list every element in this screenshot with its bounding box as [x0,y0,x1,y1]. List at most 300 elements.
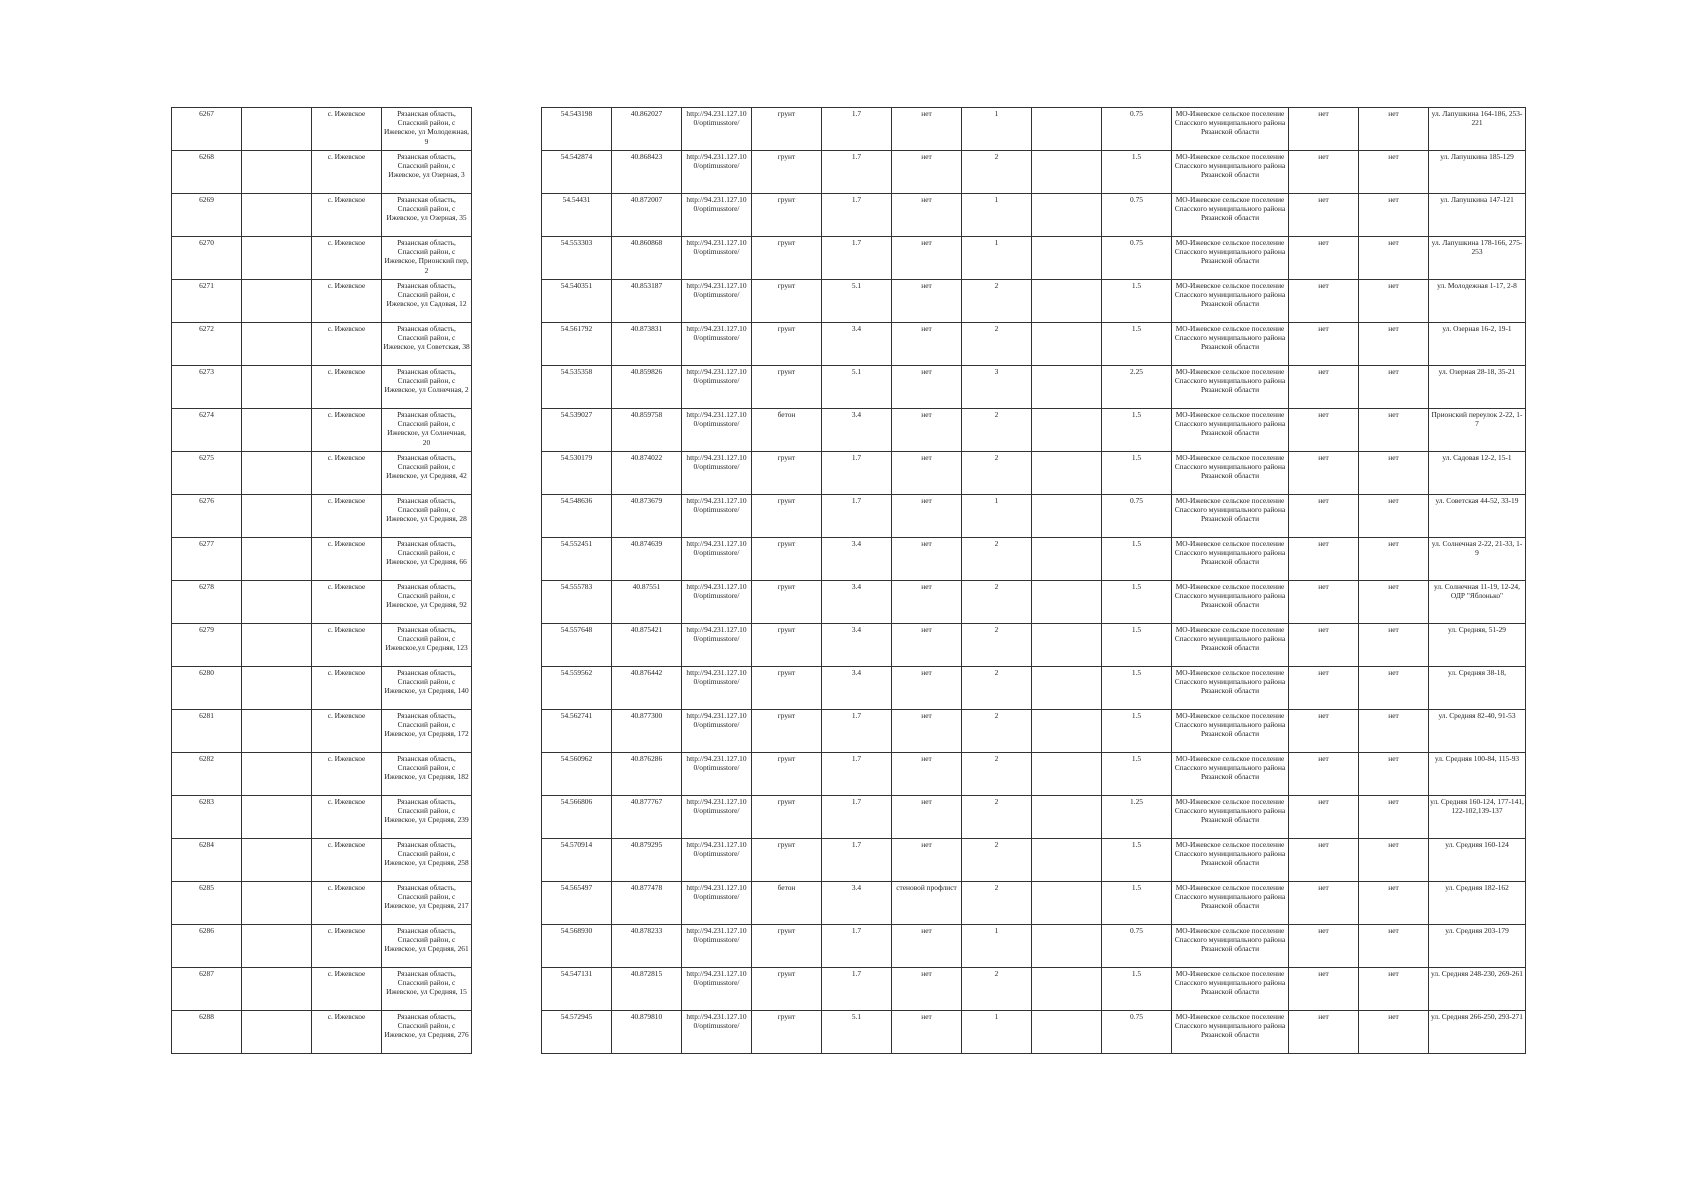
latitude: 54.560962 [542,753,612,796]
served-addresses: ул. Средняя 203-179 [1429,925,1526,968]
empty-cell [242,753,312,796]
site-number: 6273 [172,366,242,409]
photo-link[interactable]: http://94.231.127.10 0/optimusstore/ [682,452,752,495]
surface-type: грунт [752,323,822,366]
flag-cell: нет [1359,624,1429,667]
surface-type: грунт [752,839,822,882]
settlement: с. Ижевское [312,151,382,194]
empty-cell [242,280,312,323]
latitude: 54.552451 [542,538,612,581]
gap-cell [472,753,542,796]
served-addresses: ул. Средняя 100-84, 115-93 [1429,753,1526,796]
longitude: 40.873679 [612,495,682,538]
container-count: 1 [962,495,1032,538]
empty-cell [1032,538,1102,581]
site-number: 6287 [172,968,242,1011]
owner: МО-Ижевское сельское поселение Спасского муниципального района Рязанской области [1172,839,1289,882]
empty-cell [242,968,312,1011]
empty-cell [1032,710,1102,753]
longitude: 40.862027 [612,108,682,151]
flag-cell: нет [1289,581,1359,624]
container-count: 1 [962,1011,1032,1054]
area: 1.7 [822,753,892,796]
flag-cell: нет [1359,925,1429,968]
served-addresses: Прионский переулок 2-22, 1-7 [1429,409,1526,452]
empty-cell [1032,968,1102,1011]
gap-cell [472,237,542,280]
gap-cell [472,968,542,1011]
longitude: 40.874639 [612,538,682,581]
longitude: 40.872007 [612,194,682,237]
fence-type: нет [892,667,962,710]
surface-type: бетон [752,409,822,452]
gap-cell [472,366,542,409]
address: Рязанская область, Спасский район, с Ижевское, Прионский пер, 2 [382,237,472,280]
site-number: 6283 [172,796,242,839]
longitude: 40.859758 [612,409,682,452]
owner: МО-Ижевское сельское поселение Спасского муниципального района Рязанской области [1172,538,1289,581]
owner: МО-Ижевское сельское поселение Спасского муниципального района Рязанской области [1172,237,1289,280]
flag-cell: нет [1289,151,1359,194]
longitude: 40.877478 [612,882,682,925]
empty-cell [1032,667,1102,710]
owner: МО-Ижевское сельское поселение Спасского муниципального района Рязанской области [1172,1011,1289,1054]
empty-cell [242,882,312,925]
settlement: с. Ижевское [312,968,382,1011]
longitude: 40.860868 [612,237,682,280]
table-row [172,538,1526,581]
area: 3.4 [822,581,892,624]
empty-cell [1032,452,1102,495]
served-addresses: ул. Советская 44-52, 33-19 [1429,495,1526,538]
address: Рязанская область, Спасский район, с Ижевское, ул Садовая, 12 [382,280,472,323]
empty-cell [242,667,312,710]
owner: МО-Ижевское сельское поселение Спасского муниципального района Рязанской области [1172,581,1289,624]
flag-cell: нет [1359,280,1429,323]
empty-cell [1032,409,1102,452]
container-volume: 0.75 [1102,194,1172,237]
fence-type: стеновой профлист [892,882,962,925]
latitude: 54.566806 [542,796,612,839]
table-row [172,882,1526,925]
latitude: 54.570914 [542,839,612,882]
area: 3.4 [822,323,892,366]
site-number: 6276 [172,495,242,538]
fence-type: нет [892,1011,962,1054]
flag-cell: нет [1289,323,1359,366]
longitude: 40.868423 [612,151,682,194]
table-row [172,409,1526,452]
address: Рязанская область, Спасский район, с Ижевское,ул Средняя, 123 [382,624,472,667]
site-number: 6286 [172,925,242,968]
served-addresses: ул. Средняя, 51-29 [1429,624,1526,667]
container-volume: 1.5 [1102,753,1172,796]
table-row [172,237,1526,280]
settlement: с. Ижевское [312,710,382,753]
container-volume: 1.5 [1102,667,1172,710]
owner: МО-Ижевское сельское поселение Спасского муниципального района Рязанской области [1172,108,1289,151]
flag-cell: нет [1289,452,1359,495]
photo-link[interactable]: http://94.231.127.10 0/optimusstore/ [682,796,752,839]
fence-type: нет [892,237,962,280]
container-count: 2 [962,882,1032,925]
settlement: с. Ижевское [312,280,382,323]
latitude: 54.557648 [542,624,612,667]
settlement: с. Ижевское [312,366,382,409]
photo-link[interactable]: http://94.231.127.10 0/optimusstore/ [682,624,752,667]
flag-cell: нет [1359,151,1429,194]
surface-type: грунт [752,667,822,710]
served-addresses: ул. Средняя 38-18, [1429,667,1526,710]
table-row [172,667,1526,710]
site-number: 6268 [172,151,242,194]
photo-link[interactable]: http://94.231.127.10 0/optimusstore/ [682,237,752,280]
latitude: 54.561792 [542,323,612,366]
empty-cell [242,452,312,495]
surface-type: грунт [752,280,822,323]
area: 3.4 [822,667,892,710]
container-count: 2 [962,667,1032,710]
gap-cell [472,1011,542,1054]
empty-cell [242,839,312,882]
site-number: 6274 [172,409,242,452]
served-addresses: ул. Лапушкина 164-186, 253-221 [1429,108,1526,151]
flag-cell: нет [1289,108,1359,151]
empty-cell [242,1011,312,1054]
settlement: с. Ижевское [312,237,382,280]
empty-cell [242,495,312,538]
flag-cell: нет [1359,796,1429,839]
empty-cell [242,710,312,753]
served-addresses: ул. Лапушкина 185-129 [1429,151,1526,194]
container-volume: 1.25 [1102,796,1172,839]
area: 5.1 [822,366,892,409]
container-count: 2 [962,452,1032,495]
empty-cell [242,194,312,237]
longitude: 40.875421 [612,624,682,667]
served-addresses: ул. Средняя 266-250, 293-271 [1429,1011,1526,1054]
latitude: 54.542874 [542,151,612,194]
surface-type: грунт [752,796,822,839]
photo-link[interactable]: http://94.231.127.10 0/optimusstore/ [682,839,752,882]
photo-link[interactable]: http://94.231.127.10 0/optimusstore/ [682,968,752,1011]
settlement: с. Ижевское [312,323,382,366]
container-count: 1 [962,108,1032,151]
photo-link[interactable]: http://94.231.127.10 0/optimusstore/ [682,409,752,452]
latitude: 54.548636 [542,495,612,538]
flag-cell: нет [1289,839,1359,882]
surface-type: грунт [752,753,822,796]
table-row [172,366,1526,409]
empty-cell [242,538,312,581]
settlement: с. Ижевское [312,925,382,968]
latitude: 54.572945 [542,1011,612,1054]
flag-cell: нет [1359,1011,1429,1054]
gap-cell [472,409,542,452]
area: 1.7 [822,108,892,151]
surface-type: грунт [752,925,822,968]
container-sites-table [171,107,1526,1054]
gap-cell [472,796,542,839]
empty-cell [1032,882,1102,925]
latitude: 54.568930 [542,925,612,968]
empty-cell [1032,280,1102,323]
latitude: 54.565497 [542,882,612,925]
container-count: 1 [962,237,1032,280]
flag-cell: нет [1359,968,1429,1011]
photo-link[interactable]: http://94.231.127.10 0/optimusstore/ [682,495,752,538]
photo-link[interactable]: http://94.231.127.10 0/optimusstore/ [682,108,752,151]
empty-cell [1032,495,1102,538]
table-row [172,624,1526,667]
area: 1.7 [822,237,892,280]
empty-cell [1032,237,1102,280]
flag-cell: нет [1289,366,1359,409]
photo-link[interactable]: http://94.231.127.10 0/optimusstore/ [682,1011,752,1054]
served-addresses: ул. Солнечная 11-19, 12-24, ОДР "Яблонько" [1429,581,1526,624]
photo-link[interactable]: http://94.231.127.10 0/optimusstore/ [682,581,752,624]
container-volume: 1.5 [1102,538,1172,581]
longitude: 40.876442 [612,667,682,710]
fence-type: нет [892,796,962,839]
photo-link[interactable]: http://94.231.127.10 0/optimusstore/ [682,323,752,366]
fence-type: нет [892,968,962,1011]
address: Рязанская область, Спасский район, с Ижевское, ул Советская, 38 [382,323,472,366]
surface-type: грунт [752,1011,822,1054]
container-count: 2 [962,581,1032,624]
owner: МО-Ижевское сельское поселение Спасского муниципального района Рязанской области [1172,495,1289,538]
owner: МО-Ижевское сельское поселение Спасского муниципального района Рязанской области [1172,280,1289,323]
table-row [172,495,1526,538]
surface-type: грунт [752,624,822,667]
empty-cell [1032,323,1102,366]
fence-type: нет [892,151,962,194]
surface-type: бетон [752,882,822,925]
gap-cell [472,667,542,710]
surface-type: грунт [752,968,822,1011]
flag-cell: нет [1359,839,1429,882]
gap-cell [472,925,542,968]
address: Рязанская область, Спасский район, с Ижевское, ул Солнечная, 20 [382,409,472,452]
empty-cell [242,151,312,194]
fence-type: нет [892,194,962,237]
empty-cell [242,108,312,151]
gap-cell [472,538,542,581]
owner: МО-Ижевское сельское поселение Спасского муниципального района Рязанской области [1172,323,1289,366]
owner: МО-Ижевское сельское поселение Спасского муниципального района Рязанской области [1172,151,1289,194]
fence-type: нет [892,108,962,151]
site-number: 6267 [172,108,242,151]
address: Рязанская область, Спасский район, с Ижевское, ул Средняя, 15 [382,968,472,1011]
longitude: 40.853187 [612,280,682,323]
photo-link[interactable]: http://94.231.127.10 0/optimusstore/ [682,753,752,796]
empty-cell [242,796,312,839]
container-count: 2 [962,151,1032,194]
flag-cell: нет [1359,194,1429,237]
owner: МО-Ижевское сельское поселение Спасского муниципального района Рязанской области [1172,710,1289,753]
owner: МО-Ижевское сельское поселение Спасского муниципального района Рязанской области [1172,409,1289,452]
flag-cell: нет [1359,495,1429,538]
area: 3.4 [822,409,892,452]
photo-link[interactable]: http://94.231.127.10 0/optimusstore/ [682,151,752,194]
surface-type: грунт [752,237,822,280]
area: 3.4 [822,882,892,925]
table-row [172,452,1526,495]
empty-cell [242,237,312,280]
flag-cell: нет [1289,882,1359,925]
area: 1.7 [822,839,892,882]
fence-type: нет [892,710,962,753]
address: Рязанская область, Спасский район, с Ижевское, ул Средняя, 276 [382,1011,472,1054]
flag-cell: нет [1289,538,1359,581]
latitude: 54.559562 [542,667,612,710]
owner: МО-Ижевское сельское поселение Спасского муниципального района Рязанской области [1172,882,1289,925]
address: Рязанская область, Спасский район, с Ижевское, ул Средняя, 172 [382,710,472,753]
flag-cell: нет [1289,624,1359,667]
gap-cell [472,839,542,882]
photo-link[interactable]: http://94.231.127.10 0/optimusstore/ [682,366,752,409]
empty-cell [1032,925,1102,968]
flag-cell: нет [1289,280,1359,323]
empty-cell [1032,108,1102,151]
flag-cell: нет [1359,108,1429,151]
surface-type: грунт [752,108,822,151]
settlement: с. Ижевское [312,581,382,624]
address: Рязанская область, Спасский район, с Ижевское, ул Средняя, 140 [382,667,472,710]
empty-cell [1032,581,1102,624]
table-row [172,194,1526,237]
fence-type: нет [892,366,962,409]
address: Рязанская область, Спасский район, с Ижевское, ул Средняя, 217 [382,882,472,925]
gap-cell [472,194,542,237]
fence-type: нет [892,925,962,968]
site-number: 6272 [172,323,242,366]
gap-cell [472,581,542,624]
container-count: 2 [962,538,1032,581]
settlement: с. Ижевское [312,624,382,667]
latitude: 54.535358 [542,366,612,409]
flag-cell: нет [1359,581,1429,624]
owner: МО-Ижевское сельское поселение Спасского муниципального района Рязанской области [1172,624,1289,667]
latitude: 54.553303 [542,237,612,280]
flag-cell: нет [1289,1011,1359,1054]
site-number: 6279 [172,624,242,667]
table-row [172,753,1526,796]
empty-cell [1032,151,1102,194]
longitude: 40.872815 [612,968,682,1011]
area: 1.7 [822,151,892,194]
flag-cell: нет [1359,409,1429,452]
container-count: 2 [962,968,1032,1011]
owner: МО-Ижевское сельское поселение Спасского муниципального района Рязанской области [1172,968,1289,1011]
longitude: 40.859826 [612,366,682,409]
photo-link[interactable]: http://94.231.127.10 0/optimusstore/ [682,280,752,323]
container-volume: 1.5 [1102,452,1172,495]
surface-type: грунт [752,452,822,495]
served-addresses: ул. Средняя 82-40, 91-53 [1429,710,1526,753]
settlement: с. Ижевское [312,839,382,882]
flag-cell: нет [1359,882,1429,925]
container-volume: 1.5 [1102,280,1172,323]
surface-type: грунт [752,581,822,624]
container-count: 2 [962,409,1032,452]
gap-cell [472,108,542,151]
address: Рязанская область, Спасский район, с Ижевское, ул Солнечная, 2 [382,366,472,409]
container-count: 2 [962,839,1032,882]
empty-cell [1032,194,1102,237]
flag-cell: нет [1289,237,1359,280]
empty-cell [1032,839,1102,882]
gap-cell [472,710,542,753]
address: Рязанская область, Спасский район, с Ижевское, ул Молодежная, 9 [382,108,472,151]
latitude: 54.539027 [542,409,612,452]
served-addresses: ул. Лапушкина 147-121 [1429,194,1526,237]
gap-cell [472,495,542,538]
table-row [172,108,1526,151]
container-count: 1 [962,925,1032,968]
site-number: 6280 [172,667,242,710]
served-addresses: ул. Средняя 160-124, 177-141, 122-102,139-137 [1429,796,1526,839]
photo-link[interactable]: http://94.231.127.10 0/optimusstore/ [682,710,752,753]
table-row [172,1011,1526,1054]
flag-cell: нет [1289,495,1359,538]
latitude: 54.530179 [542,452,612,495]
container-volume: 1.5 [1102,624,1172,667]
surface-type: грунт [752,495,822,538]
table-row [172,151,1526,194]
table-row [172,796,1526,839]
area: 1.7 [822,710,892,753]
surface-type: грунт [752,366,822,409]
served-addresses: ул. Садовая 12-2, 15-1 [1429,452,1526,495]
photo-link[interactable]: http://94.231.127.10 0/optimusstore/ [682,538,752,581]
gap-cell [472,280,542,323]
address: Рязанская область, Спасский район, с Ижевское, ул Средняя, 28 [382,495,472,538]
table-row [172,710,1526,753]
area: 3.4 [822,538,892,581]
container-volume: 1.5 [1102,839,1172,882]
owner: МО-Ижевское сельское поселение Спасского муниципального района Рязанской области [1172,452,1289,495]
owner: МО-Ижевское сельское поселение Спасского муниципального района Рязанской области [1172,753,1289,796]
flag-cell: нет [1289,753,1359,796]
fence-type: нет [892,538,962,581]
owner: МО-Ижевское сельское поселение Спасского муниципального района Рязанской области [1172,925,1289,968]
table-row [172,968,1526,1011]
photo-link[interactable]: http://94.231.127.10 0/optimusstore/ [682,925,752,968]
flag-cell: нет [1359,323,1429,366]
address: Рязанская область, Спасский район, с Ижевское, ул Средняя, 258 [382,839,472,882]
latitude: 54.562741 [542,710,612,753]
site-number: 6278 [172,581,242,624]
photo-link[interactable]: http://94.231.127.10 0/optimusstore/ [682,194,752,237]
container-count: 2 [962,280,1032,323]
fence-type: нет [892,323,962,366]
longitude: 40.873831 [612,323,682,366]
photo-link[interactable]: http://94.231.127.10 0/optimusstore/ [682,667,752,710]
longitude: 40.877767 [612,796,682,839]
settlement: с. Ижевское [312,753,382,796]
area: 1.7 [822,495,892,538]
photo-link[interactable]: http://94.231.127.10 0/optimusstore/ [682,882,752,925]
settlement: с. Ижевское [312,667,382,710]
table-row [172,839,1526,882]
address: Рязанская область, Спасский район, с Ижевское, ул Средняя, 92 [382,581,472,624]
gap-cell [472,882,542,925]
address: Рязанская область, Спасский район, с Ижевское, ул Средняя, 182 [382,753,472,796]
flag-cell: нет [1289,194,1359,237]
table-body [172,108,1526,1054]
fence-type: нет [892,452,962,495]
